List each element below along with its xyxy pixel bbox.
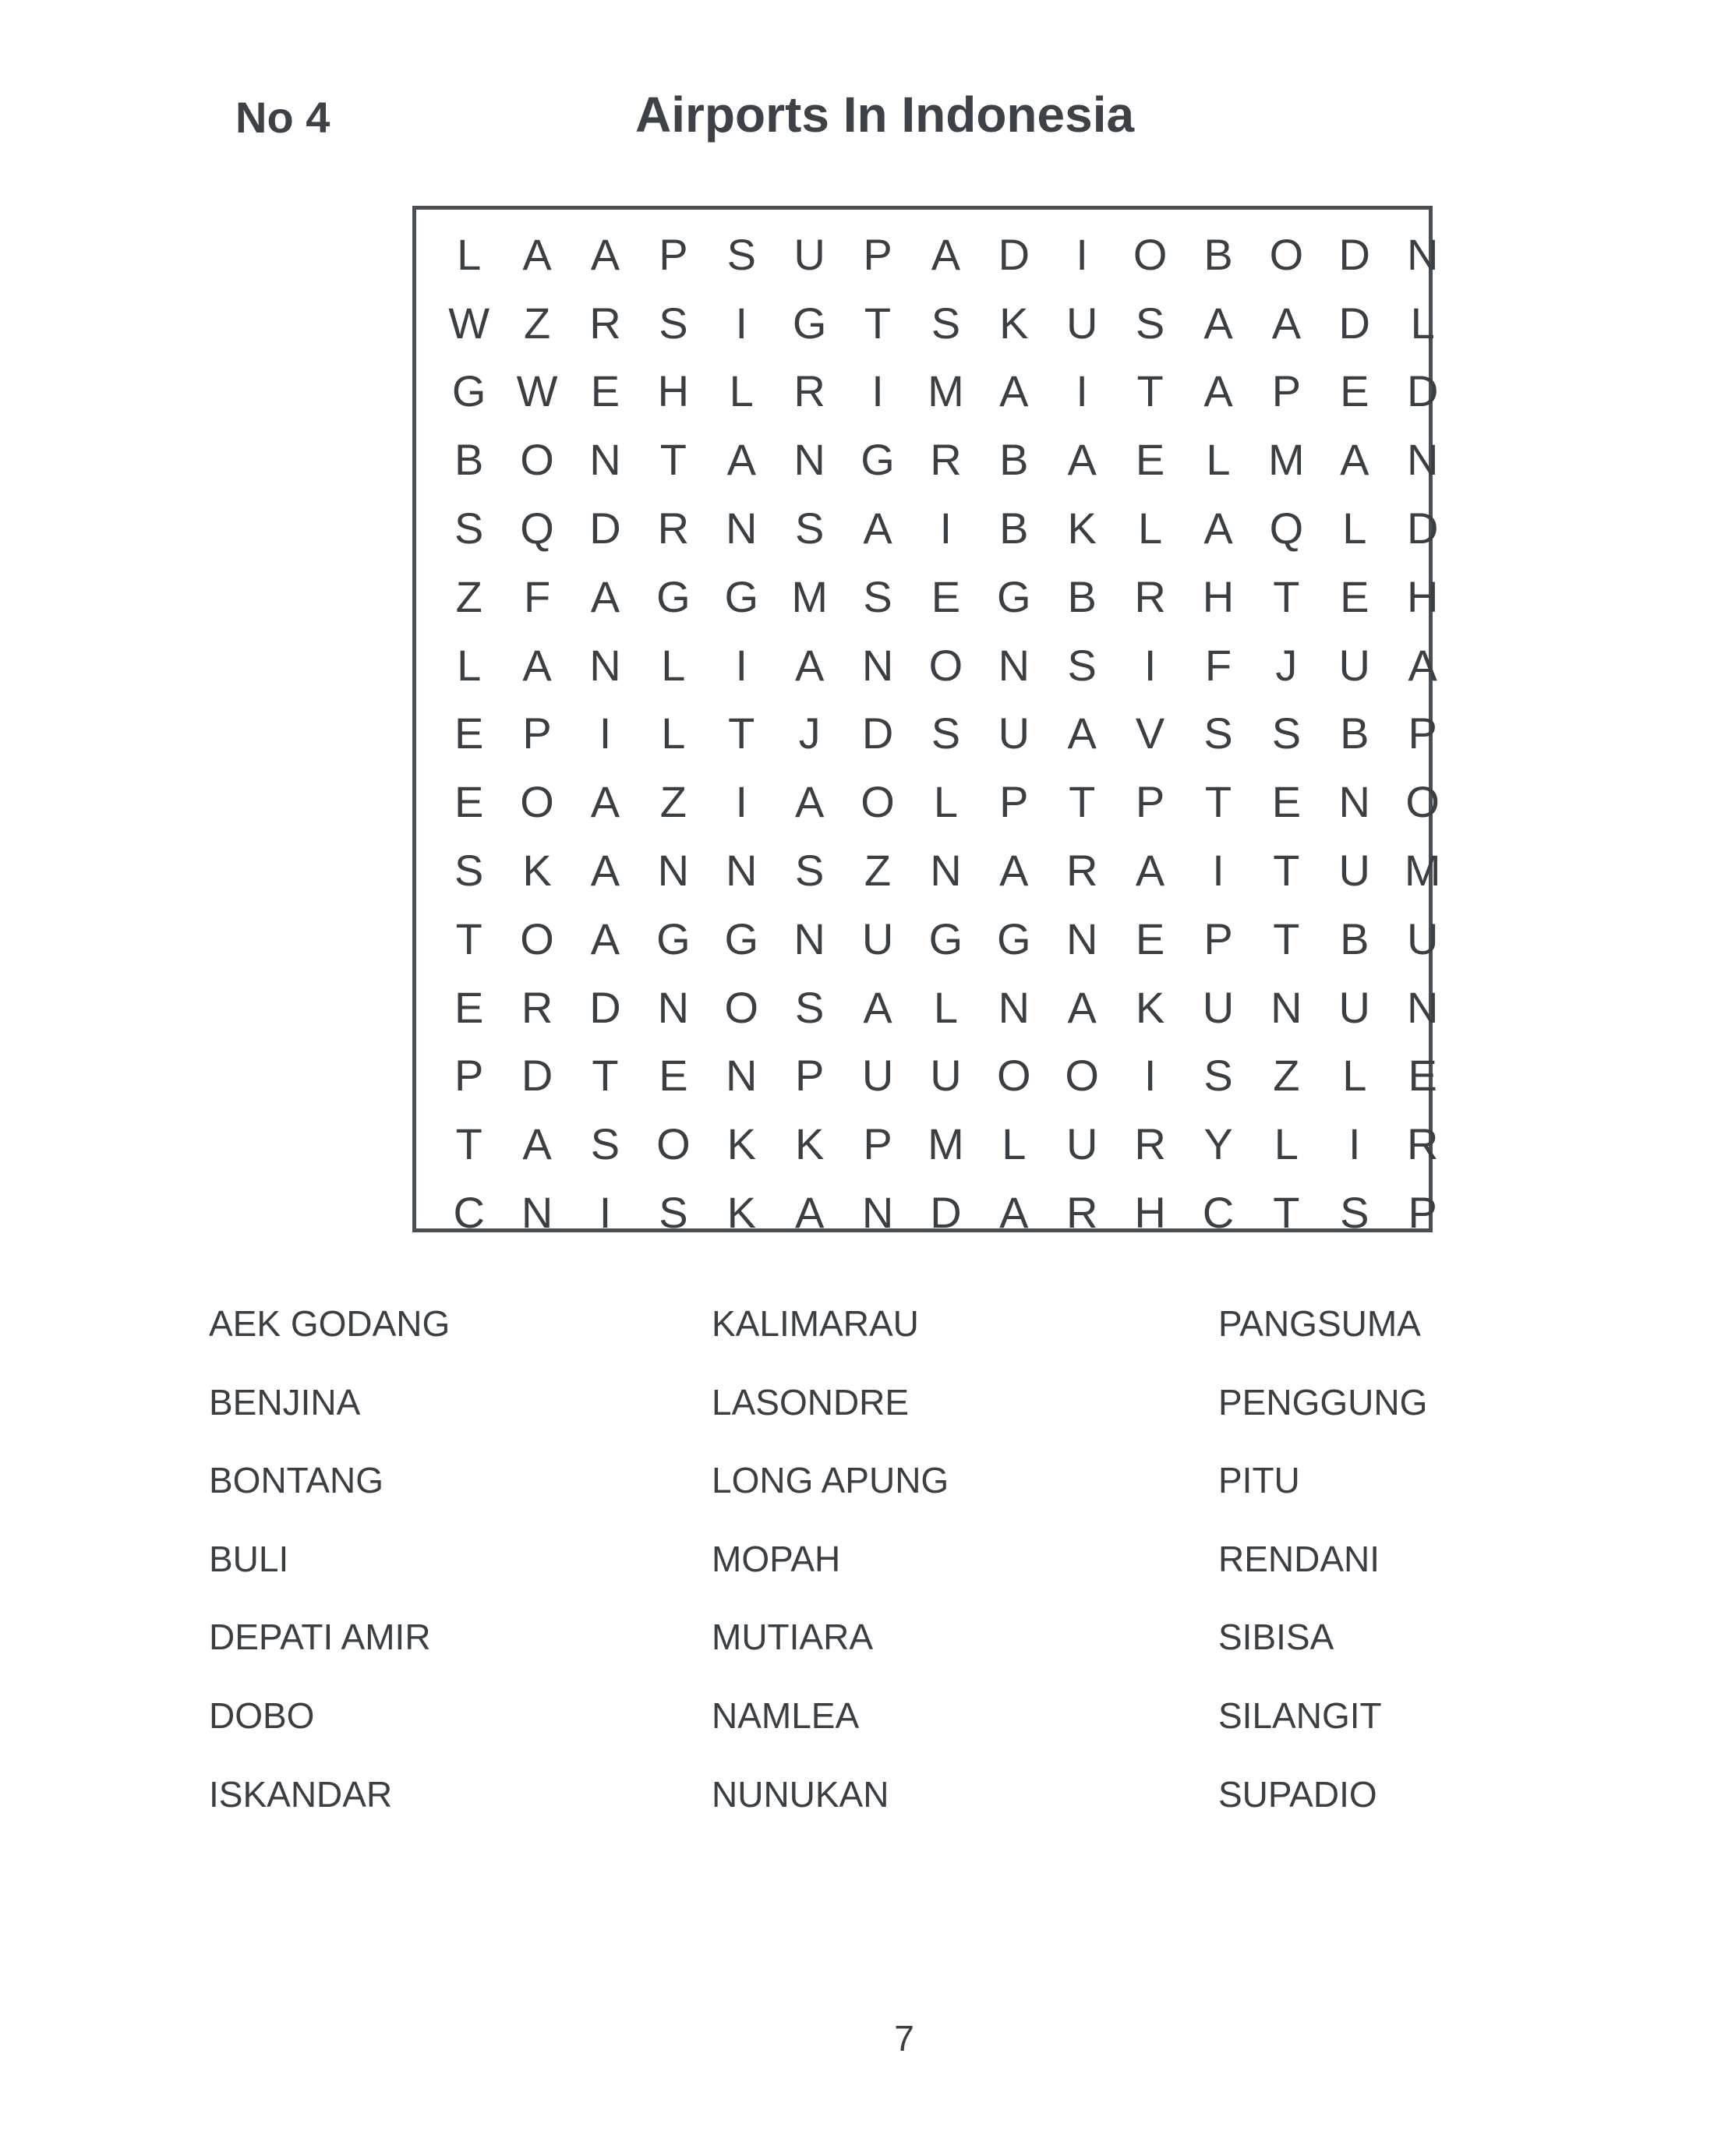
grid-letter-cell: A <box>1067 435 1097 485</box>
grid-letter-cell: G <box>724 571 759 621</box>
word-list-item: LONG APUNG <box>712 1460 949 1501</box>
grid-letter-cell: T <box>864 298 892 348</box>
grid-letter-cell: R <box>521 982 553 1032</box>
grid-letter-cell: N <box>998 982 1030 1032</box>
grid-letter-cell: I <box>735 777 748 827</box>
word-list-item: PITU <box>1218 1460 1300 1501</box>
grid-letter-cell: U <box>1338 640 1370 690</box>
grid-letter-cell: S <box>726 229 756 279</box>
grid-letter-cell: L <box>457 640 482 690</box>
grid-letter-cell: A <box>1271 298 1302 348</box>
word-list-column-1 <box>209 1303 451 1854</box>
word-list-item: NAMLEA <box>712 1695 860 1736</box>
grid-letter-cell: S <box>794 846 825 896</box>
word-list-column-2 <box>712 1303 949 1854</box>
grid-letter-cell: G <box>656 571 691 621</box>
grid-letter-cell: N <box>726 846 758 896</box>
grid-letter-cell: R <box>589 298 621 348</box>
grid-letter-cell: I <box>1143 640 1157 690</box>
grid-letter-cell: S <box>794 504 825 553</box>
grid-letter-cell: J <box>1275 640 1298 690</box>
grid-letter-cell: L <box>1342 1051 1367 1101</box>
grid-letter-cell: I <box>1076 366 1088 416</box>
grid-letter-cell: S <box>590 1119 620 1169</box>
grid-letter-cell: L <box>933 777 958 827</box>
grid-letter-cell: H <box>1202 571 1235 621</box>
grid-letter-cell: D <box>930 1188 962 1238</box>
grid-letter-cell: T <box>1136 366 1164 416</box>
puzzle-number: No 4 <box>235 93 330 142</box>
grid-letter-cell: C <box>1202 1188 1235 1238</box>
grid-letter-cell: R <box>1066 1188 1098 1238</box>
word-list-item: MUTIARA <box>712 1617 873 1658</box>
grid-letter-cell: A <box>1340 435 1369 485</box>
grid-letter-cell: B <box>999 504 1029 553</box>
grid-letter-cell: S <box>1271 709 1302 758</box>
grid-letter-cell: O <box>1269 229 1304 279</box>
grid-letter-cell: D <box>1406 504 1439 553</box>
grid-letter-cell: I <box>735 640 748 690</box>
grid-letter-cell: L <box>457 229 482 279</box>
grid-letter-cell: T <box>728 709 755 758</box>
grid-letter-cell: L <box>729 366 754 416</box>
grid-letter-cell: D <box>589 504 621 553</box>
grid-letter-cell: M <box>928 1119 964 1169</box>
grid-letter-cell: T <box>455 914 482 963</box>
grid-letter-cell: W <box>448 298 490 348</box>
grid-letter-cell: O <box>1065 1051 1099 1101</box>
grid-letter-cell: N <box>1406 229 1439 279</box>
grid-letter-cell: A <box>522 1119 552 1169</box>
grid-letter-cell: C <box>453 1188 485 1238</box>
grid-letter-cell: R <box>1066 846 1098 896</box>
grid-letter-cell: A <box>1067 982 1097 1032</box>
grid-letter-cell: A <box>590 777 620 827</box>
grid-letter-cell: A <box>1203 298 1233 348</box>
grid-letter-cell: A <box>590 571 620 621</box>
word-list-item: NUNUKAN <box>712 1773 889 1815</box>
grid-letter-cell: E <box>1135 914 1165 963</box>
grid-letter-cell: S <box>1067 640 1097 690</box>
grid-letter-cell: I <box>1348 1119 1361 1169</box>
grid-letter-cell: E <box>931 571 961 621</box>
grid-letter-cell: K <box>999 298 1029 348</box>
word-list-item: BULI <box>209 1538 289 1579</box>
grid-letter-cell: S <box>931 709 961 758</box>
grid-letter-cell: S <box>1340 1188 1369 1238</box>
grid-letter-cell: N <box>1066 914 1098 963</box>
grid-letter-cell: O <box>724 982 759 1032</box>
grid-letter-cell: N <box>521 1188 553 1238</box>
grid-letter-cell: S <box>1203 1051 1233 1101</box>
grid-letter-cell: T <box>1273 914 1300 963</box>
grid-letter-cell: G <box>997 571 1031 621</box>
word-search-grid-frame <box>412 206 1441 1238</box>
grid-letter-cell: N <box>726 504 758 553</box>
grid-letter-cell: G <box>861 435 895 485</box>
grid-letter-cell: S <box>659 1188 688 1238</box>
grid-letter-cell: A <box>863 504 892 553</box>
grid-letter-cell: S <box>1203 709 1233 758</box>
grid-letter-cell: N <box>589 435 621 485</box>
grid-letter-cell: B <box>1340 914 1369 963</box>
grid-letter-cell: T <box>1069 777 1096 827</box>
grid-letter-cell: U <box>861 914 894 963</box>
word-list-column-3 <box>1218 1303 1428 1854</box>
grid-letter-cell: T <box>1273 846 1300 896</box>
grid-letter-cell: J <box>798 709 821 758</box>
grid-letter-cell: E <box>1408 1051 1437 1101</box>
grid-letter-cell: O <box>656 1119 691 1169</box>
grid-letter-cell: A <box>1408 640 1437 690</box>
grid-letter-cell: G <box>656 914 691 963</box>
grid-letter-cell: A <box>522 640 552 690</box>
grid-letter-cell: K <box>726 1188 756 1238</box>
grid-letter-cell: Q <box>520 504 554 553</box>
grid-letter-cell: A <box>1203 366 1233 416</box>
grid-letter-cell: B <box>1340 709 1369 758</box>
grid-letter-cell: O <box>997 1051 1031 1101</box>
grid-letter-cell: A <box>590 229 620 279</box>
grid-letter-cell: K <box>726 1119 756 1169</box>
grid-letter-cell: O <box>861 777 895 827</box>
page-title: Airports In Indonesia <box>635 87 1135 143</box>
grid-letter-cell: A <box>726 435 756 485</box>
grid-letter-cell: Z <box>523 298 551 348</box>
grid-letter-cell: S <box>659 298 688 348</box>
grid-letter-cell: N <box>1406 982 1439 1032</box>
grid-letter-cell: N <box>1270 982 1302 1032</box>
grid-letter-cell: A <box>1067 709 1097 758</box>
grid-letter-cell: B <box>1067 571 1097 621</box>
grid-letter-cell: U <box>1338 982 1370 1032</box>
grid-letter-cell: L <box>1002 1119 1027 1169</box>
grid-letter-cell: T <box>455 1119 482 1169</box>
grid-letter-cell: P <box>999 777 1029 827</box>
grid-letter-cell: L <box>933 982 958 1032</box>
grid-letter-cell: A <box>863 982 892 1032</box>
grid-letter-cell: K <box>794 1119 825 1169</box>
grid-letter-cell: L <box>661 709 686 758</box>
grid-letter-cell: B <box>1203 229 1233 279</box>
word-list-item: LASONDRE <box>712 1381 910 1423</box>
grid-letter-cell: N <box>793 914 825 963</box>
grid-letter-cell: M <box>1268 435 1305 485</box>
grid-letter-cell: D <box>861 709 894 758</box>
grid-letter-cell: Z <box>659 777 687 827</box>
grid-letter-cell: E <box>1135 435 1165 485</box>
grid-letter-cell: D <box>1406 366 1439 416</box>
grid-letter-cell: P <box>454 1051 484 1101</box>
grid-letter-cell: G <box>928 914 963 963</box>
grid-letter-cell: O <box>1133 229 1168 279</box>
grid-letter-cell: K <box>1135 982 1165 1032</box>
grid-letter-cell: I <box>599 709 612 758</box>
grid-letter-cell: D <box>1338 229 1370 279</box>
word-list-item: PANGSUMA <box>1218 1303 1421 1344</box>
grid-letter-cell: P <box>1408 709 1437 758</box>
word-list-item: KALIMARAU <box>712 1303 919 1344</box>
grid-letter-cell: A <box>931 229 961 279</box>
grid-letter-cell: U <box>1202 982 1235 1032</box>
grid-letter-cell: A <box>522 229 552 279</box>
grid-letter-cell: S <box>454 846 484 896</box>
grid-letter-cell: E <box>454 777 484 827</box>
grid-letter-cell: S <box>454 504 484 553</box>
grid-letter-cell: Q <box>1269 504 1304 553</box>
grid-letter-cell: S <box>863 571 892 621</box>
grid-letter-cell: R <box>1406 1119 1439 1169</box>
word-list-item: PENGGUNG <box>1218 1381 1428 1423</box>
grid-letter-cell: T <box>1273 571 1300 621</box>
grid-letter-cell: E <box>1271 777 1302 827</box>
grid-letter-cell: T <box>1273 1188 1300 1238</box>
grid-letter-cell: R <box>657 504 690 553</box>
grid-letter-cell: O <box>1405 777 1440 827</box>
page-number: 7 <box>894 2018 914 2059</box>
grid-letter-cell: O <box>520 914 554 963</box>
grid-letter-cell: K <box>1067 504 1097 553</box>
grid-letter-cell: A <box>794 777 825 827</box>
grid-letter-cell: M <box>928 366 964 416</box>
grid-letter-cell: H <box>1134 1188 1166 1238</box>
word-list-item: SILANGIT <box>1218 1695 1382 1736</box>
grid-letter-cell: N <box>861 640 894 690</box>
grid-letter-cell: L <box>1274 1119 1299 1169</box>
grid-letter-cell: T <box>1204 777 1232 827</box>
word-list-item: AEK GODANG <box>209 1303 451 1344</box>
grid-letter-cell: P <box>863 229 892 279</box>
grid-letter-cell: S <box>1135 298 1165 348</box>
grid-letter-cell: A <box>999 366 1029 416</box>
grid-letter-cell: P <box>522 709 552 758</box>
grid-letter-cell: R <box>1134 1119 1166 1169</box>
grid-letter-cell: V <box>1135 709 1165 758</box>
word-list-item: ISKANDAR <box>209 1773 393 1815</box>
grid-letter-cell: D <box>998 229 1030 279</box>
grid-letter-cell: A <box>999 1188 1029 1238</box>
grid-letter-cell: P <box>1203 914 1233 963</box>
word-list-item: BONTANG <box>209 1460 384 1501</box>
grid-letter-cell: A <box>999 846 1029 896</box>
grid-letter-cell: N <box>930 846 962 896</box>
grid-letter-cell: D <box>589 982 621 1032</box>
grid-letter-cell: I <box>939 504 952 553</box>
grid-letter-cell: H <box>1406 571 1439 621</box>
grid-letter-cell: U <box>1406 914 1439 963</box>
grid-letter-cell: N <box>998 640 1030 690</box>
grid-letter-cell: I <box>599 1188 612 1238</box>
grid-letter-cell: M <box>1404 846 1441 896</box>
grid-letter-cell: I <box>1212 846 1225 896</box>
grid-letter-cell: D <box>1338 298 1370 348</box>
grid-letter-cell: U <box>1066 298 1098 348</box>
grid-letter-cell: E <box>1340 571 1369 621</box>
grid-letter-cell: I <box>1076 229 1088 279</box>
word-list-item: BENJINA <box>209 1381 361 1423</box>
grid-letter-cell: R <box>793 366 825 416</box>
grid-letter-cell: Y <box>1203 1119 1233 1169</box>
grid-letter-cell: I <box>1143 1051 1157 1101</box>
grid-letter-cell: S <box>794 982 825 1032</box>
grid-letter-cell: A <box>794 1188 825 1238</box>
grid-letter-cell: H <box>657 366 690 416</box>
grid-letter-cell: O <box>520 435 554 485</box>
grid-letter-cell: G <box>792 298 827 348</box>
grid-letter-cell: A <box>794 640 825 690</box>
grid-letter-cell: A <box>1135 846 1165 896</box>
grid-letter-cell: P <box>1271 366 1302 416</box>
grid-letter-cell: E <box>659 1051 688 1101</box>
grid-letter-cell: S <box>931 298 961 348</box>
grid-letter-cell: P <box>794 1051 825 1101</box>
grid-letter-cell: O <box>928 640 963 690</box>
grid-letter-cell: F <box>1204 640 1232 690</box>
grid-letter-cell: N <box>1338 777 1370 827</box>
grid-letter-cell: N <box>657 982 690 1032</box>
word-list-item: SIBISA <box>1218 1617 1334 1658</box>
grid-letter-cell: U <box>930 1051 962 1101</box>
grid-letter-cell: G <box>724 914 759 963</box>
grid-letter-cell: U <box>998 709 1030 758</box>
grid-letter-cell: U <box>793 229 825 279</box>
grid-letter-cell: K <box>522 846 552 896</box>
grid-letter-cell: E <box>454 982 484 1032</box>
word-list-item: RENDANI <box>1218 1538 1380 1579</box>
grid-letter-cell: Z <box>455 571 482 621</box>
grid-letter-cell: N <box>861 1188 894 1238</box>
grid-letter-cell: P <box>863 1119 892 1169</box>
grid-letter-cell: G <box>997 914 1031 963</box>
grid-letter-cell: T <box>592 1051 619 1101</box>
grid-letter-cell: E <box>454 709 484 758</box>
grid-letter-cell: F <box>523 571 551 621</box>
grid-letter-cell: R <box>1134 571 1166 621</box>
grid-letter-cell: D <box>521 1051 553 1101</box>
grid-letter-cell: R <box>930 435 962 485</box>
grid-letter-cell: L <box>1138 504 1163 553</box>
grid-letter-cell: U <box>1066 1119 1098 1169</box>
grid-letter-cell: E <box>590 366 620 416</box>
grid-letter-cell: L <box>1206 435 1231 485</box>
grid-letter-cell: P <box>1408 1188 1437 1238</box>
grid-letter-cell: B <box>999 435 1029 485</box>
word-list <box>0 1303 1714 1867</box>
word-search-grid <box>435 221 1457 1247</box>
grid-letter-cell: I <box>871 366 884 416</box>
grid-letter-cell: N <box>726 1051 758 1101</box>
grid-letter-cell: A <box>1203 504 1233 553</box>
grid-letter-cell: P <box>659 229 688 279</box>
grid-letter-cell: N <box>1406 435 1439 485</box>
grid-letter-cell: A <box>590 846 620 896</box>
grid-letter-cell: L <box>1342 504 1367 553</box>
grid-letter-cell: N <box>589 640 621 690</box>
grid-letter-cell: L <box>661 640 686 690</box>
grid-letter-cell: Z <box>864 846 892 896</box>
grid-letter-cell: T <box>659 435 687 485</box>
grid-letter-cell: L <box>1410 298 1435 348</box>
grid-letter-cell: N <box>657 846 690 896</box>
word-list-item: DEPATI AMIR <box>209 1617 431 1658</box>
grid-letter-cell: W <box>516 366 558 416</box>
grid-letter-cell: U <box>1338 846 1370 896</box>
grid-letter-cell: U <box>861 1051 894 1101</box>
grid-letter-cell: E <box>1340 366 1369 416</box>
word-list-item: SUPADIO <box>1218 1773 1377 1815</box>
word-list-item: MOPAH <box>712 1538 841 1579</box>
word-list-item: DOBO <box>209 1695 315 1736</box>
grid-letter-cell: Z <box>1273 1051 1300 1101</box>
grid-letter-cell: A <box>590 914 620 963</box>
grid-letter-cell: N <box>793 435 825 485</box>
grid-letter-cell: P <box>1135 777 1165 827</box>
grid-letter-cell: I <box>735 298 748 348</box>
grid-letter-cell: B <box>454 435 484 485</box>
grid-letter-cell: G <box>451 366 486 416</box>
grid-letter-cell: O <box>520 777 554 827</box>
grid-letter-cell: M <box>791 571 828 621</box>
